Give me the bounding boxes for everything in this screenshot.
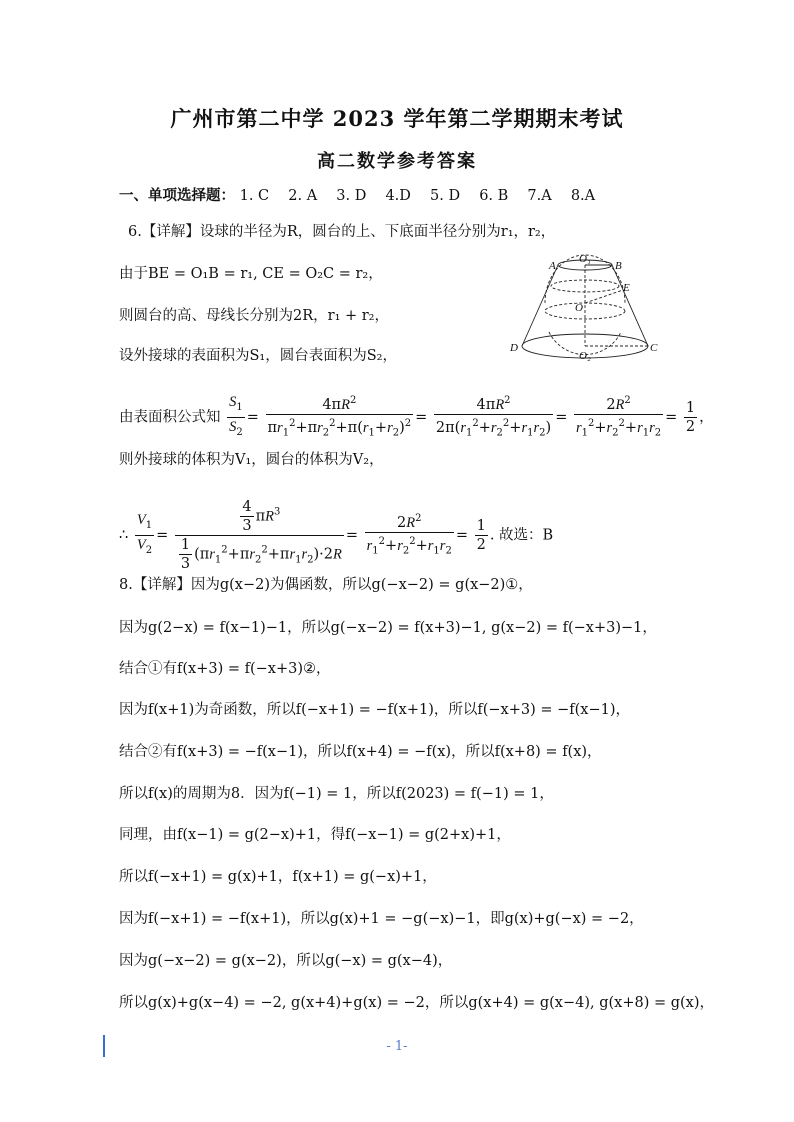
frustum-sphere-figure (505, 253, 670, 368)
page-subtitle: 高二数学参考答案 (317, 151, 477, 172)
q8-line-6: 所以f(x)的周期为8．因为f(−1) = 1，所以f(2023) = f(−1) = 1， (119, 786, 554, 802)
figure-label-o1: O₁ (579, 253, 591, 265)
q8-line-3: 结合①有f(x+3) = f(−x+3)②， (119, 661, 331, 677)
figure-label-b: B (615, 260, 622, 272)
figure-label-a: A (549, 260, 556, 272)
figure-label-e: E (623, 282, 630, 294)
fraction: $\frac{2R^2}{r_1^2+r_2^2+r_1r_2}$ (574, 392, 663, 443)
q8-line-2: 因为g(2−x) = f(x−1)−1，所以g(−x−2) = f(x+3)−1, g(x−2) = f(−x+3)−1， (119, 620, 657, 636)
q8-line-7: 同理，由f(x−1) = g(2−x)+1，得f(−x−1) = g(2+x)+1， (119, 827, 511, 843)
page-title: 广州市第二中学 2023 学年第二学期期末考试 (170, 106, 624, 131)
q8-prefix: 8.【详解】 (119, 577, 191, 593)
figure-label-c: C (650, 342, 658, 354)
figure-label-o: O (575, 302, 583, 314)
q6-volume-formula: ∴ $\frac{V_1}{V_2}$ = $\frac{4}{3}$ $\pi R^3$ $\frac{1}{3}$ $(\pi r_1^2+\pi r_2^2+\pi r_1r_2)\cdot 2R$ = $\frac{2R^2}{r_1^2+r_2^2+r_1r_2}$ = $\frac{1}{2}$ . 故选：B (119, 499, 554, 572)
fraction: $\frac{1}{2}$ (685, 399, 696, 435)
figure-label-d: D (510, 342, 518, 354)
q6-line-6: 则外接球的体积为V₁，圆台的体积为V₂， (119, 452, 384, 468)
fraction: $\frac{4\pi R^2}{2\pi(r_1^2+r_2^2+r_1r_2)}$ (434, 392, 553, 443)
q6-prefix: 6.【详解】 (128, 224, 200, 240)
multiple-choice-answers (119, 186, 595, 206)
figure-label-o2: O₂ (579, 350, 591, 362)
fraction: $\frac{4}{3}$ $\pi R^3$ $\frac{1}{3}$ $(\pi r_1^2+\pi r_2^2+\pi r_1r_2)\cdot 2R$ (175, 498, 344, 573)
q6-line-3: 则圆台的高、母线长分别为2R，r₁ + r₂， (119, 308, 389, 324)
q6-line-2: 由于BE = O₁B = r₁, CE = O₂C = r₂， (119, 266, 383, 282)
q6-line-4: 设外接球的表面积为S₁，圆台表面积为S₂， (119, 348, 397, 364)
q8-line-1: 8.【详解】因为g(x−2)为偶函数，所以g(−x−2) = g(x−2)①， (119, 577, 533, 593)
q8-line-10: 因为g(−x−2) = g(x−2)，所以g(−x) = g(x−4)， (119, 953, 453, 969)
fraction: $\frac{S_1}{S_2}$ (229, 393, 243, 438)
q8-line-5: 结合②有f(x+3) = −f(x−1)，所以f(x+4) = −f(x)，所以f(x+8) = f(x)， (119, 744, 602, 760)
q8-line-11: 所以g(x)+g(x−4) = −2, g(x+4)+g(x) = −2，所以g(x+4) = g(x−4), g(x+8) = g(x)， (119, 995, 715, 1011)
fraction: $\frac{1}{2}$ (476, 518, 486, 553)
q8-line-4: 因为f(x+1)为奇函数，所以f(−x+1) = −f(x+1)，所以f(−x+3) = −f(x−1)， (119, 702, 630, 718)
q8-line-9: 因为f(−x+1) = −f(x+1)，所以g(x)+1 = −g(−x)−1，即g(x)+g(−x) = −2， (119, 911, 644, 927)
section-label: 一、单项选择题： (119, 187, 235, 204)
fraction: $\frac{2R^2}{r_1^2+r_2^2+r_1r_2}$ (365, 510, 454, 561)
q6-line-1: 6.【详解】设球的半径为R，圆台的上、下底面半径分别为r₁，r₂， (128, 224, 556, 240)
fraction: $\frac{V_1}{V_2}$ (136, 512, 153, 556)
q8-line-8: 所以f(−x+1) = g(x)+1，f(x+1) = g(−x)+1， (119, 869, 437, 885)
page-number: - 1- (386, 1039, 408, 1054)
q6-surface-area-formula: 由表面积公式知 $\frac{S_1}{S_2}$ = $\frac{4\pi R^2}{\pi r_1^2+\pi r_2^2+\pi(r_1+r_2)^2}$ = $\frac{4\pi R^2}{2\pi(r_1^2+r_2^2+r_1r_2)}$ = $\frac{2R^2}{r_1^2+r_2^2+r_1r_2}$ = $\frac{1}{2}$ ， (119, 392, 714, 443)
fraction: $\frac{4\pi R^2}{\pi r_1^2+\pi r_2^2+\pi(r_1+r_2)^2}$ (266, 392, 414, 443)
answer-list: 1. C 2. A 3. D 4.D 5. D 6. B 7.A 8.A (239, 188, 596, 204)
